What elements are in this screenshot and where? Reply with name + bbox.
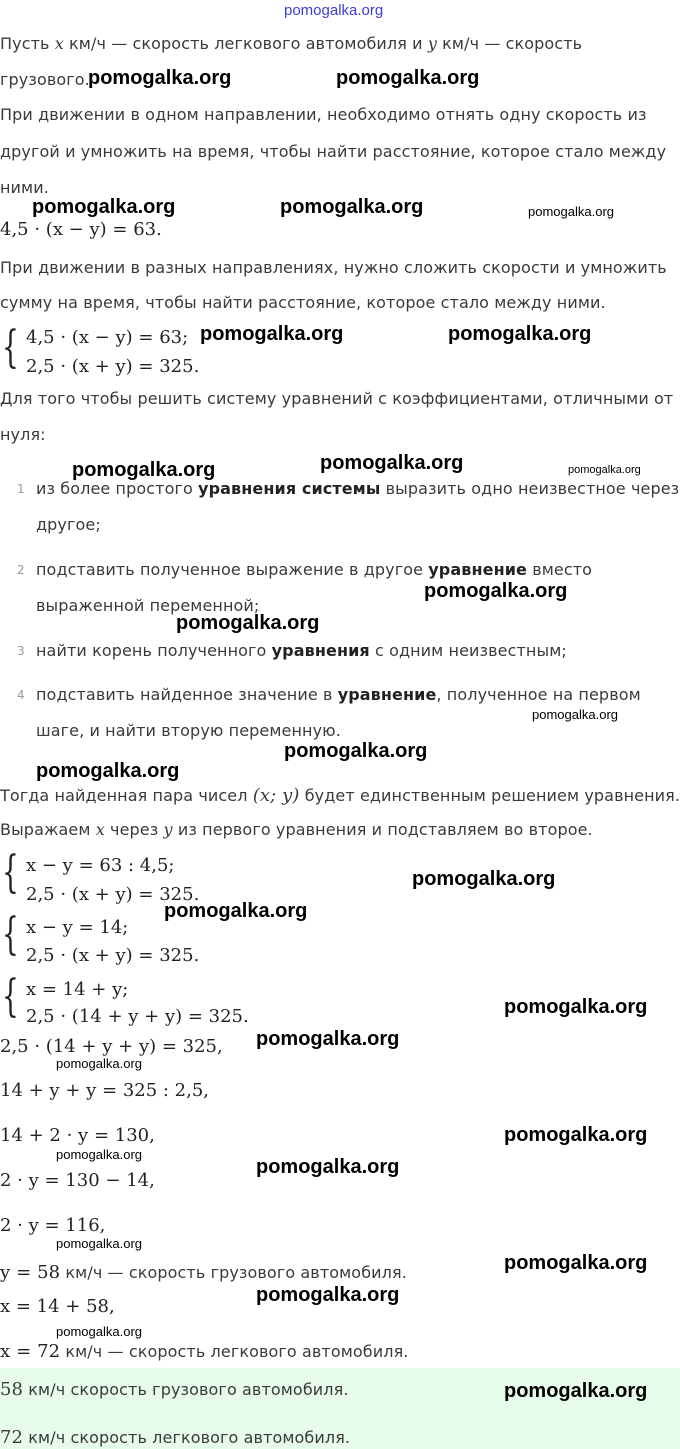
step-number: 2 <box>17 563 25 577</box>
system1-eq2: 2,5 · (x + y) = 325. <box>26 356 200 377</box>
intro-text: Пусть <box>0 34 55 53</box>
intro-line-2: грузового. <box>0 70 90 89</box>
system2-eq2: 2,5 · (x + y) = 325. <box>26 884 200 905</box>
watermark: pomogalka.org <box>412 868 556 890</box>
watermark: pomogalka.org <box>32 196 176 218</box>
system-brace: { <box>2 847 19 898</box>
watermark: pomogalka.org <box>284 740 428 762</box>
watermark-top: pomogalka.org <box>284 2 384 19</box>
step-1-line-1: из более простого уравнения системы выразить одно неизвестное через <box>36 479 680 498</box>
watermark: pomogalka.org <box>448 323 592 345</box>
watermark-small: pomogalka.org <box>56 1324 142 1339</box>
watermark: pomogalka.org <box>36 760 180 782</box>
step-1-line-2: другое; <box>36 515 101 534</box>
solution-step-1: 2,5 · (14 + y + y) = 325, <box>0 1036 223 1057</box>
watermark-small: pomogalka.org <box>528 204 614 219</box>
solution-step-5: 2 · y = 116, <box>0 1215 106 1236</box>
watermark-small: pomogalka.org <box>532 707 618 722</box>
conclusion-line: Тогда найденная пара чисел (x; y) будет единственным решением уравнения. <box>0 785 680 806</box>
watermark: pomogalka.org <box>424 580 568 602</box>
system-brace: { <box>2 909 19 960</box>
watermark: pomogalka.org <box>280 196 424 218</box>
watermark: pomogalka.org <box>88 67 232 89</box>
watermark: pomogalka.org <box>504 1380 648 1402</box>
para-method-2: нуля: <box>0 425 46 444</box>
watermark: pomogalka.org <box>504 996 648 1018</box>
watermark: pomogalka.org <box>256 1156 400 1178</box>
para-opposite-1: При движении в разных направлениях, нужно сложить скорости и умножить <box>0 258 667 277</box>
watermark: pomogalka.org <box>72 459 216 481</box>
solution-step-4: 2 · y = 130 − 14, <box>0 1170 155 1191</box>
result-y: y = 58 км/ч — скорость грузового автомобиля. <box>0 1262 407 1283</box>
system3-eq2: 2,5 · (x + y) = 325. <box>26 945 200 966</box>
solution-step-3: 14 + 2 · y = 130, <box>0 1125 155 1146</box>
watermark-small: pomogalka.org <box>56 1147 142 1162</box>
intro-text: км/ч — скорость легкового автомобиля и <box>63 34 428 53</box>
watermark-small: pomogalka.org <box>568 464 641 476</box>
system-brace: { <box>2 322 19 373</box>
var-x: x <box>54 34 64 53</box>
step-2-line-1: подставить полученное выражение в другое уравнение вместо <box>36 560 593 579</box>
para-same-dir-3: ними. <box>0 178 49 197</box>
watermark: pomogalka.org <box>504 1252 648 1274</box>
equation-same-direction: 4,5 · (x − y) = 63. <box>0 219 162 240</box>
watermark: pomogalka.org <box>256 1028 400 1050</box>
step-2-line-2: выраженной переменной; <box>36 596 260 615</box>
system4-eq1: x = 14 + y; <box>26 979 129 1000</box>
result-x-calc: x = 14 + 58, <box>0 1296 115 1317</box>
watermark: pomogalka.org <box>336 67 480 89</box>
step-3-line-1: найти корень полученного уравнения с одним неизвестным; <box>36 641 567 660</box>
step-number: 1 <box>17 482 25 496</box>
watermark-small: pomogalka.org <box>56 1056 142 1071</box>
system3-eq1: x − y = 14; <box>26 917 129 938</box>
watermark-small: pomogalka.org <box>56 1236 142 1251</box>
system1-eq1: 4,5 · (x − y) = 63; <box>26 327 189 348</box>
intro-line-1 <box>0 34 582 53</box>
answer-line-2: 72 км/ч скорость легкового автомобиля. <box>0 1427 351 1448</box>
para-same-dir-1: При движении в одном направлении, необходимо отнять одну скорость из <box>0 105 647 124</box>
watermark: pomogalka.org <box>320 452 464 474</box>
system4-eq2: 2,5 · (14 + y + y) = 325. <box>26 1006 249 1027</box>
para-opposite-2: сумму на время, чтобы найти расстояние, которое стало между ними. <box>0 293 606 312</box>
intro-text: км/ч — скорость <box>436 34 583 53</box>
step-number: 4 <box>17 688 25 702</box>
para-method-1: Для того чтобы решить систему уравнений с коэффициентами, отличными от <box>0 389 674 408</box>
express-line: Выражаем x через y из первого уравнения и подставляем во второе. <box>0 820 593 839</box>
watermark: pomogalka.org <box>200 323 344 345</box>
system-brace: { <box>2 971 19 1022</box>
watermark: pomogalka.org <box>176 612 320 634</box>
answer-line-1: 58 км/ч скорость грузового автомобиля. <box>0 1379 349 1400</box>
watermark: pomogalka.org <box>164 900 308 922</box>
result-x: x = 72 км/ч — скорость легкового автомобиля. <box>0 1341 409 1362</box>
watermark: pomogalka.org <box>504 1124 648 1146</box>
system2-eq1: x − y = 63 : 4,5; <box>26 855 175 876</box>
var-y: y <box>427 34 437 53</box>
watermark: pomogalka.org <box>256 1284 400 1306</box>
step-4-line-2: шаге, и найти вторую переменную. <box>36 721 341 740</box>
para-same-dir-2: другой и умножить на время, чтобы найти расстояние, которое стало между <box>0 142 667 161</box>
step-number: 3 <box>17 644 25 658</box>
solution-step-2: 14 + y + y = 325 : 2,5, <box>0 1080 210 1101</box>
step-4-line-1: подставить найденное значение в уравнение, полученное на первом <box>36 685 641 704</box>
